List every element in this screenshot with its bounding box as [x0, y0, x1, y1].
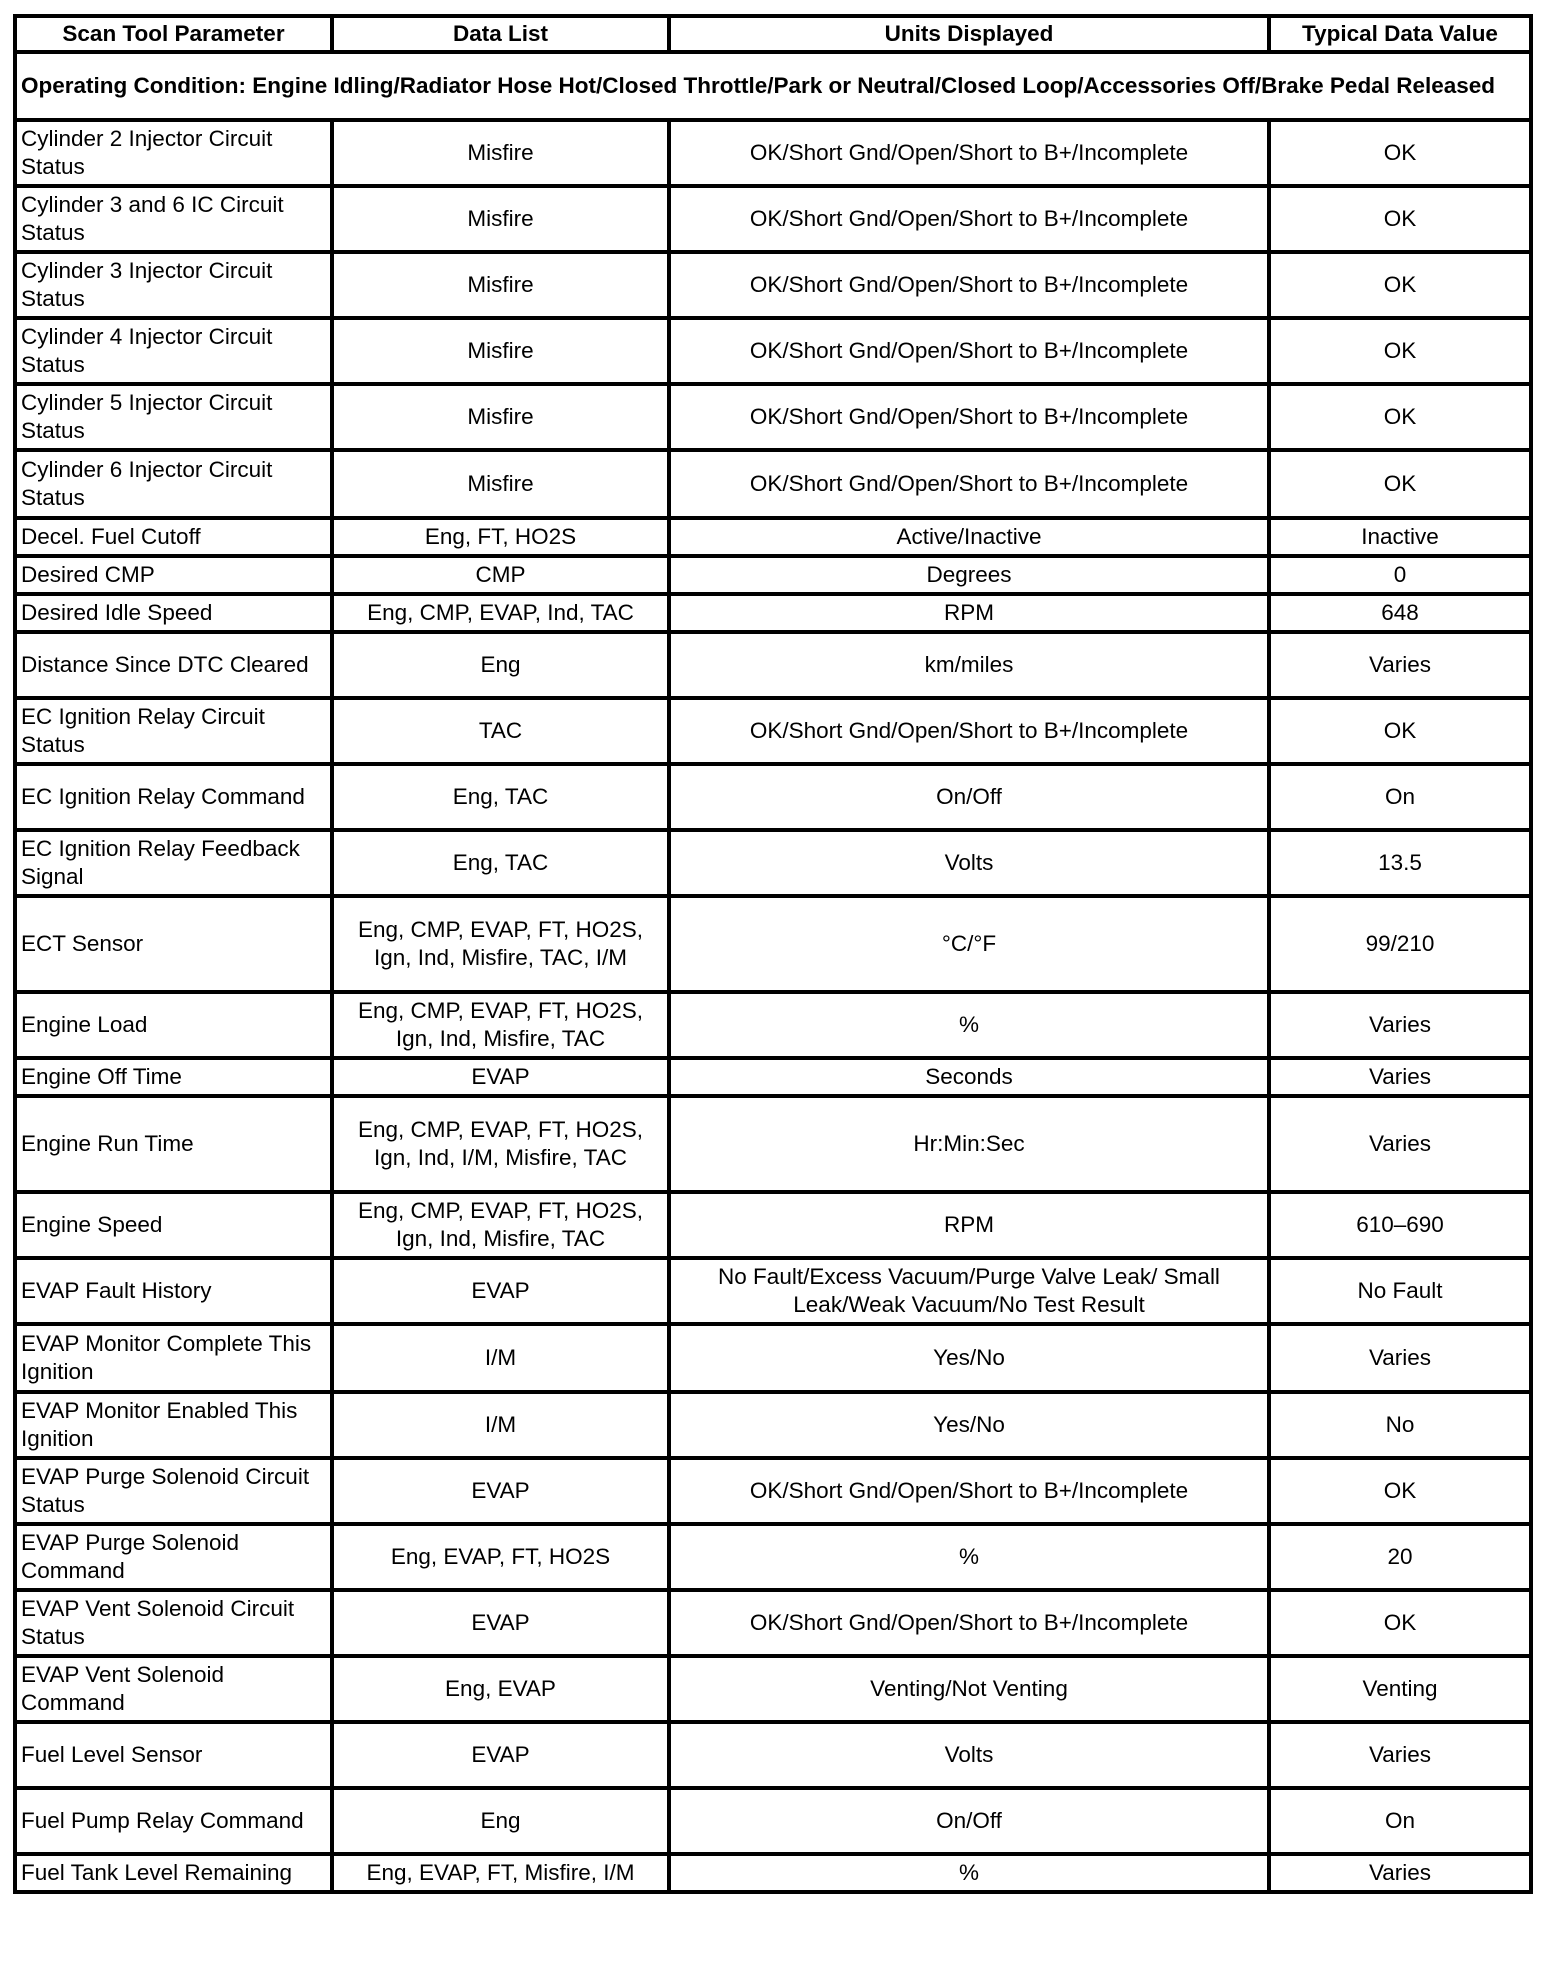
table-row	[15, 252, 1531, 318]
cell-data-list: Eng, EVAP, FT, HO2S	[332, 1524, 669, 1590]
cell-parameter: EVAP Purge Solenoid Command	[15, 1524, 332, 1590]
cell-units-displayed: OK/Short Gnd/Open/Short to B+/Incomplete	[669, 1590, 1269, 1656]
cell-parameter: Engine Run Time	[15, 1096, 332, 1192]
cell-data-list: EVAP	[332, 1722, 669, 1788]
table-row	[15, 120, 1531, 186]
cell-units-displayed: km/miles	[669, 632, 1269, 698]
table-row	[15, 896, 1531, 992]
cell-parameter: EVAP Monitor Enabled This Ignition	[15, 1392, 332, 1458]
cell-data-list: CMP	[332, 556, 669, 594]
cell-typical-value: Varies	[1269, 1722, 1531, 1788]
table-row	[15, 318, 1531, 384]
cell-data-list: Misfire	[332, 186, 669, 252]
cell-typical-value: OK	[1269, 450, 1531, 518]
cell-typical-value: 0	[1269, 556, 1531, 594]
cell-parameter: Engine Off Time	[15, 1058, 332, 1096]
table-header-row	[15, 16, 1531, 52]
cell-parameter: Engine Speed	[15, 1192, 332, 1258]
cell-parameter: Cylinder 4 Injector Circuit Status	[15, 318, 332, 384]
cell-data-list: Eng	[332, 632, 669, 698]
table-row	[15, 1192, 1531, 1258]
cell-units-displayed: Venting/Not Venting	[669, 1656, 1269, 1722]
table-row	[15, 1854, 1531, 1892]
cell-units-displayed: Yes/No	[669, 1324, 1269, 1392]
cell-units-displayed: °C/°F	[669, 896, 1269, 992]
cell-parameter: EC Ignition Relay Feedback Signal	[15, 830, 332, 896]
header-scan-tool-parameter: Scan Tool Parameter	[15, 16, 332, 52]
cell-data-list: Misfire	[332, 120, 669, 186]
cell-data-list: Misfire	[332, 384, 669, 450]
table-row	[15, 518, 1531, 556]
cell-parameter: Fuel Level Sensor	[15, 1722, 332, 1788]
table-row	[15, 830, 1531, 896]
cell-data-list: Eng, CMP, EVAP, FT, HO2S, Ign, Ind, I/M, Misfire, TAC	[332, 1096, 669, 1192]
cell-data-list: Eng, CMP, EVAP, FT, HO2S, Ign, Ind, Misfire, TAC	[332, 992, 669, 1058]
table-row	[15, 698, 1531, 764]
table-row	[15, 1096, 1531, 1192]
table-row	[15, 1656, 1531, 1722]
cell-typical-value: Varies	[1269, 992, 1531, 1058]
cell-parameter: EC Ignition Relay Command	[15, 764, 332, 830]
cell-typical-value: No	[1269, 1392, 1531, 1458]
cell-data-list: TAC	[332, 698, 669, 764]
cell-parameter: Cylinder 3 and 6 IC Circuit Status	[15, 186, 332, 252]
cell-parameter: Distance Since DTC Cleared	[15, 632, 332, 698]
scan-tool-data-table	[13, 14, 1533, 1894]
cell-units-displayed: Active/Inactive	[669, 518, 1269, 556]
cell-units-displayed: RPM	[669, 594, 1269, 632]
cell-parameter: Cylinder 6 Injector Circuit Status	[15, 450, 332, 518]
cell-data-list: Eng, FT, HO2S	[332, 518, 669, 556]
cell-typical-value: 99/210	[1269, 896, 1531, 992]
header-data-list: Data List	[332, 16, 669, 52]
cell-parameter: EVAP Purge Solenoid Circuit Status	[15, 1458, 332, 1524]
cell-parameter: Decel. Fuel Cutoff	[15, 518, 332, 556]
cell-units-displayed: Volts	[669, 830, 1269, 896]
table-row	[15, 1258, 1531, 1324]
cell-parameter: EVAP Monitor Complete This Ignition	[15, 1324, 332, 1392]
cell-parameter: EVAP Vent Solenoid Circuit Status	[15, 1590, 332, 1656]
cell-data-list: Misfire	[332, 318, 669, 384]
cell-data-list: EVAP	[332, 1458, 669, 1524]
header-typical-data-value: Typical Data Value	[1269, 16, 1531, 52]
cell-parameter: ECT Sensor	[15, 896, 332, 992]
cell-units-displayed: OK/Short Gnd/Open/Short to B+/Incomplete	[669, 318, 1269, 384]
cell-typical-value: OK	[1269, 698, 1531, 764]
cell-typical-value: 13.5	[1269, 830, 1531, 896]
cell-units-displayed: Volts	[669, 1722, 1269, 1788]
cell-units-displayed: OK/Short Gnd/Open/Short to B+/Incomplete	[669, 698, 1269, 764]
cell-typical-value: OK	[1269, 1590, 1531, 1656]
cell-data-list: Eng, TAC	[332, 764, 669, 830]
cell-units-displayed: OK/Short Gnd/Open/Short to B+/Incomplete	[669, 186, 1269, 252]
table-row	[15, 594, 1531, 632]
cell-units-displayed: Seconds	[669, 1058, 1269, 1096]
cell-typical-value: Inactive	[1269, 518, 1531, 556]
cell-typical-value: Varies	[1269, 1058, 1531, 1096]
cell-units-displayed: Hr:Min:Sec	[669, 1096, 1269, 1192]
cell-typical-value: 20	[1269, 1524, 1531, 1590]
cell-units-displayed: %	[669, 992, 1269, 1058]
cell-typical-value: On	[1269, 1788, 1531, 1854]
cell-data-list: I/M	[332, 1392, 669, 1458]
table-row	[15, 1324, 1531, 1392]
table-row	[15, 384, 1531, 450]
cell-units-displayed: No Fault/Excess Vacuum/Purge Valve Leak/ Small Leak/Weak Vacuum/No Test Result	[669, 1258, 1269, 1324]
cell-units-displayed: Yes/No	[669, 1392, 1269, 1458]
table-row	[15, 764, 1531, 830]
cell-units-displayed: Degrees	[669, 556, 1269, 594]
cell-units-displayed: OK/Short Gnd/Open/Short to B+/Incomplete	[669, 120, 1269, 186]
cell-data-list: Misfire	[332, 252, 669, 318]
cell-parameter: Engine Load	[15, 992, 332, 1058]
cell-units-displayed: OK/Short Gnd/Open/Short to B+/Incomplete	[669, 252, 1269, 318]
cell-units-displayed: %	[669, 1524, 1269, 1590]
cell-data-list: Eng, CMP, EVAP, FT, HO2S, Ign, Ind, Misfire, TAC	[332, 1192, 669, 1258]
table-row	[15, 1524, 1531, 1590]
cell-parameter: Desired Idle Speed	[15, 594, 332, 632]
cell-data-list: I/M	[332, 1324, 669, 1392]
cell-units-displayed: OK/Short Gnd/Open/Short to B+/Incomplete	[669, 1458, 1269, 1524]
cell-typical-value: Venting	[1269, 1656, 1531, 1722]
cell-units-displayed: RPM	[669, 1192, 1269, 1258]
cell-parameter: EVAP Vent Solenoid Command	[15, 1656, 332, 1722]
cell-data-list: EVAP	[332, 1258, 669, 1324]
cell-typical-value: Varies	[1269, 1324, 1531, 1392]
cell-data-list: Eng, EVAP	[332, 1656, 669, 1722]
table-row	[15, 556, 1531, 594]
table-row	[15, 1788, 1531, 1854]
table-row	[15, 1058, 1531, 1096]
cell-parameter: Desired CMP	[15, 556, 332, 594]
header-units-displayed: Units Displayed	[669, 16, 1269, 52]
cell-typical-value: 648	[1269, 594, 1531, 632]
cell-typical-value: Varies	[1269, 1854, 1531, 1892]
cell-data-list: Misfire	[332, 450, 669, 518]
table-row	[15, 632, 1531, 698]
cell-units-displayed: On/Off	[669, 1788, 1269, 1854]
operating-condition-row	[15, 52, 1531, 120]
cell-data-list: Eng, CMP, EVAP, Ind, TAC	[332, 594, 669, 632]
cell-typical-value: OK	[1269, 186, 1531, 252]
cell-typical-value: OK	[1269, 318, 1531, 384]
cell-units-displayed: On/Off	[669, 764, 1269, 830]
cell-data-list: Eng, CMP, EVAP, FT, HO2S, Ign, Ind, Misfire, TAC, I/M	[332, 896, 669, 992]
cell-data-list: Eng, EVAP, FT, Misfire, I/M	[332, 1854, 669, 1892]
table-row	[15, 1722, 1531, 1788]
cell-units-displayed: %	[669, 1854, 1269, 1892]
cell-parameter: Cylinder 2 Injector Circuit Status	[15, 120, 332, 186]
cell-typical-value: 610–690	[1269, 1192, 1531, 1258]
table-row	[15, 1458, 1531, 1524]
table-row	[15, 186, 1531, 252]
table-row	[15, 1392, 1531, 1458]
cell-data-list: EVAP	[332, 1058, 669, 1096]
cell-data-list: Eng, TAC	[332, 830, 669, 896]
cell-typical-value: On	[1269, 764, 1531, 830]
cell-units-displayed: OK/Short Gnd/Open/Short to B+/Incomplete	[669, 384, 1269, 450]
cell-parameter: EC Ignition Relay Circuit Status	[15, 698, 332, 764]
table-row	[15, 992, 1531, 1058]
cell-parameter: Cylinder 3 Injector Circuit Status	[15, 252, 332, 318]
cell-units-displayed: OK/Short Gnd/Open/Short to B+/Incomplete	[669, 450, 1269, 518]
table-row	[15, 450, 1531, 518]
cell-typical-value: No Fault	[1269, 1258, 1531, 1324]
cell-typical-value: OK	[1269, 1458, 1531, 1524]
cell-typical-value: OK	[1269, 384, 1531, 450]
cell-parameter: Fuel Tank Level Remaining	[15, 1854, 332, 1892]
table-row	[15, 1590, 1531, 1656]
cell-typical-value: OK	[1269, 120, 1531, 186]
cell-parameter: Cylinder 5 Injector Circuit Status	[15, 384, 332, 450]
cell-parameter: Fuel Pump Relay Command	[15, 1788, 332, 1854]
cell-data-list: EVAP	[332, 1590, 669, 1656]
cell-parameter: EVAP Fault History	[15, 1258, 332, 1324]
cell-typical-value: Varies	[1269, 1096, 1531, 1192]
operating-condition: Operating Condition: Engine Idling/Radiator Hose Hot/Closed Throttle/Park or Neutral/Closed Loop/Accessories Off/Brake Pedal Released	[15, 52, 1531, 120]
cell-typical-value: Varies	[1269, 632, 1531, 698]
cell-typical-value: OK	[1269, 252, 1531, 318]
cell-data-list: Eng	[332, 1788, 669, 1854]
